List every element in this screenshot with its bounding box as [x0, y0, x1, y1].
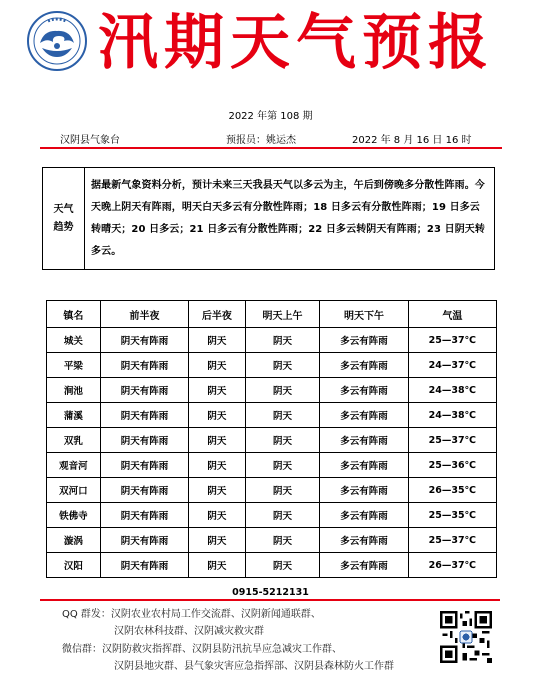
tomorrow-afternoon-cell: 多云有阵雨 [320, 478, 408, 503]
table-row [47, 403, 497, 428]
temperature-cell: 24—38℃ [408, 403, 496, 428]
trend-label-line2: 趋势 [53, 221, 74, 233]
town-cell: 涧池 [47, 378, 101, 403]
tomorrow-morning-cell: 阴天 [245, 553, 320, 578]
tomorrow-morning-cell: 阴天 [245, 503, 320, 528]
first-half-night-cell: 阴天有阵雨 [100, 453, 188, 478]
first-half-night-cell: 阴天有阵雨 [100, 428, 188, 453]
first-half-night-cell: 阴天有阵雨 [100, 553, 188, 578]
temperature-cell: 25—36℃ [408, 453, 496, 478]
tomorrow-afternoon-cell: 多云有阵雨 [320, 503, 408, 528]
first-half-night-cell: 阴天有阵雨 [100, 478, 188, 503]
first-half-night-cell: 阴天有阵雨 [100, 353, 188, 378]
table-row [47, 453, 497, 478]
second-half-night-cell: 阴天 [189, 553, 245, 578]
tomorrow-afternoon-cell: 多云有阵雨 [320, 453, 408, 478]
issue-number: 2022 年第 108 期 [228, 111, 313, 122]
header-town: 镇名 [47, 301, 101, 328]
second-half-night-cell: 阴天 [189, 503, 245, 528]
weather-trend-box [42, 167, 495, 270]
tomorrow-afternoon-cell: 多云有阵雨 [320, 378, 408, 403]
table-row [47, 553, 497, 578]
weather-trend-label [43, 168, 85, 269]
tomorrow-afternoon-cell: 多云有阵雨 [320, 353, 408, 378]
qq-groups-line1: QQ 群发：汉阴农业农村局工作交流群、汉阴新闻通联群、 [62, 609, 321, 620]
qq-groups-line2: 汉阴农林科技群、汉阴减灾救灾群 [114, 626, 264, 637]
table-row [47, 353, 497, 378]
header-tomorrow-afternoon: 明天下午 [320, 301, 408, 328]
town-forecast-table [46, 300, 497, 578]
header-tomorrow-morning: 明天上午 [245, 301, 320, 328]
table-header-row [47, 301, 497, 328]
contact-phone: 0915-5212131 [232, 587, 309, 598]
table-body [47, 328, 497, 578]
temperature-cell: 24—37℃ [408, 353, 496, 378]
tomorrow-afternoon-cell: 多云有阵雨 [320, 328, 408, 353]
tomorrow-morning-cell: 阴天 [245, 528, 320, 553]
tomorrow-morning-cell: 阴天 [245, 453, 320, 478]
temperature-cell: 26—37℃ [408, 553, 496, 578]
town-cell: 铁佛寺 [47, 503, 101, 528]
town-cell: 漩涡 [47, 528, 101, 553]
tomorrow-morning-cell: 阴天 [245, 478, 320, 503]
temperature-cell: 25—35℃ [408, 503, 496, 528]
tomorrow-morning-cell: 阴天 [245, 428, 320, 453]
table-row [47, 378, 497, 403]
header-temperature: 气温 [408, 301, 496, 328]
second-half-night-cell: 阴天 [189, 403, 245, 428]
town-cell: 蒲溪 [47, 403, 101, 428]
first-half-night-cell: 阴天有阵雨 [100, 503, 188, 528]
town-cell: 平梁 [47, 353, 101, 378]
page-title: 汛期天气预报 [98, 8, 494, 78]
tomorrow-morning-cell: 阴天 [245, 353, 320, 378]
header-divider [40, 147, 502, 149]
trend-label-line1: 天气 [53, 203, 74, 215]
temperature-cell: 26—35℃ [408, 478, 496, 503]
tomorrow-afternoon-cell: 多云有阵雨 [320, 528, 408, 553]
qr-code-icon [440, 611, 492, 663]
table-row [47, 428, 497, 453]
table-row [47, 528, 497, 553]
temperature-cell: 25—37℃ [408, 528, 496, 553]
wechat-groups-line1: 微信群：汉阴防救灾指挥群、汉阴县防汛抗旱应急减灾工作群、 [62, 644, 342, 655]
second-half-night-cell: 阴天 [189, 428, 245, 453]
tomorrow-afternoon-cell: 多云有阵雨 [320, 553, 408, 578]
second-half-night-cell: 阴天 [189, 453, 245, 478]
town-cell: 观音河 [47, 453, 101, 478]
second-half-night-cell: 阴天 [189, 378, 245, 403]
town-cell: 城关 [47, 328, 101, 353]
tomorrow-morning-cell: 阴天 [245, 403, 320, 428]
tomorrow-afternoon-cell: 多云有阵雨 [320, 428, 408, 453]
issue-time: 2022 年 8 月 16 日 16 时 [352, 135, 472, 146]
temperature-cell: 24—38℃ [408, 378, 496, 403]
footer-divider [40, 599, 500, 601]
temperature-cell: 25—37℃ [408, 328, 496, 353]
wechat-groups-line2: 汉阴县地灾群、县气象灾害应急指挥部、汉阴县森林防火工作群 [114, 661, 394, 672]
first-half-night-cell: 阴天有阵雨 [100, 328, 188, 353]
temperature-cell: 25—37℃ [408, 428, 496, 453]
town-cell: 双乳 [47, 428, 101, 453]
first-half-night-cell: 阴天有阵雨 [100, 528, 188, 553]
weather-service-logo-icon [26, 10, 88, 72]
forecaster: 预报员：姚运杰 [226, 135, 296, 146]
tomorrow-morning-cell: 阴天 [245, 328, 320, 353]
town-cell: 双河口 [47, 478, 101, 503]
second-half-night-cell: 阴天 [189, 478, 245, 503]
table-row [47, 328, 497, 353]
second-half-night-cell: 阴天 [189, 328, 245, 353]
second-half-night-cell: 阴天 [189, 528, 245, 553]
header-first-half-night: 前半夜 [100, 301, 188, 328]
first-half-night-cell: 阴天有阵雨 [100, 403, 188, 428]
header-second-half-night: 后半夜 [189, 301, 245, 328]
tomorrow-afternoon-cell: 多云有阵雨 [320, 403, 408, 428]
weather-trend-text: 据最新气象资料分析，预计未来三天我县天气以多云为主，午后到傍晚多分散性阵雨。今天晚上阴天有阵雨，明天白天多云有分散性阵雨；18 日多云有分散性阵雨；19 日多云转晴天；20 日多云；21 日多云有分散性阵雨；22 日多云转阴天有阵雨；23 日阴天转多云。 [91, 180, 485, 257]
first-half-night-cell: 阴天有阵雨 [100, 378, 188, 403]
town-cell: 汉阳 [47, 553, 101, 578]
table-row [47, 478, 497, 503]
table-row [47, 503, 497, 528]
tomorrow-morning-cell: 阴天 [245, 378, 320, 403]
second-half-night-cell: 阴天 [189, 353, 245, 378]
station-name: 汉阴县气象台 [60, 135, 120, 146]
